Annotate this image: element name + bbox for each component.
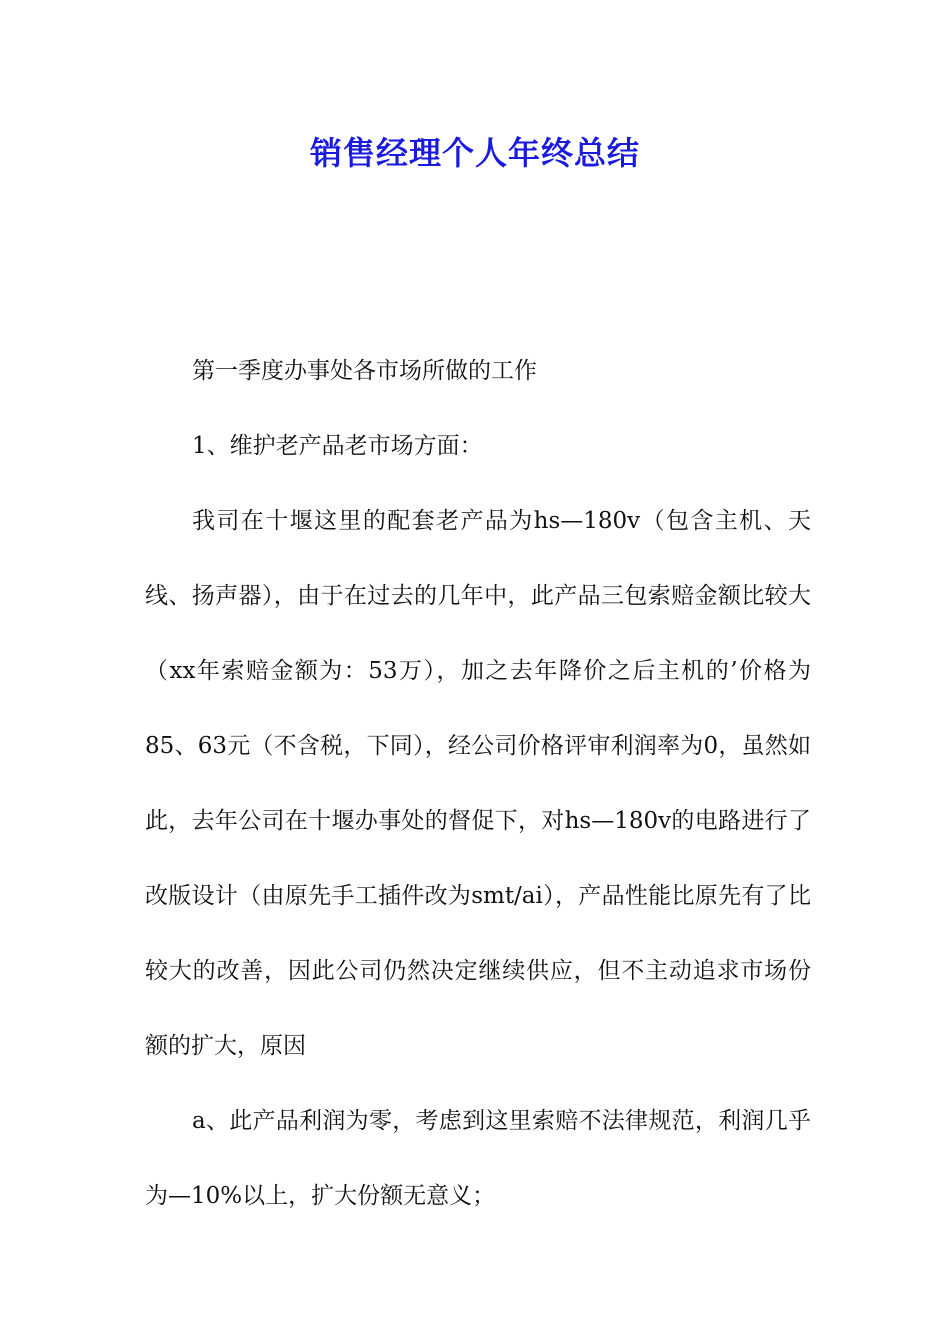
body-paragraph: 我司在十堰这里的配套老产品为hs—180v（包含主机、天线、扬声器），由于在过去的几年中，此产品三包索赔金额比较大（xx年索赔金额为：53万），加之去年降价之后主机的’价格为85、63元（不含税，下同），经公司价格评审利润率为0，虽然如此，去年公司在十堰办事处的督促下，对hs—180v的电路进行了改版设计（由原先手工插件改为smt/ai），产品性能比原先有了比较大的改善，因此公司仍然决定继续供应，但不主动追求市场份额的扩大，原因 [145, 508, 811, 1059]
body-paragraph: a、此产品利润为零，考虑到这里索赔不法律规范，利润几乎为—10%以上，扩大份额无意义； [145, 1108, 811, 1209]
document-body [145, 334, 811, 1234]
subsection-heading: 1、维护老产品老市场方面： [192, 433, 483, 459]
document-title: 销售经理个人年终总结 [309, 134, 640, 172]
section-heading: 第一季度办事处各市场所做的工作 [192, 358, 537, 384]
